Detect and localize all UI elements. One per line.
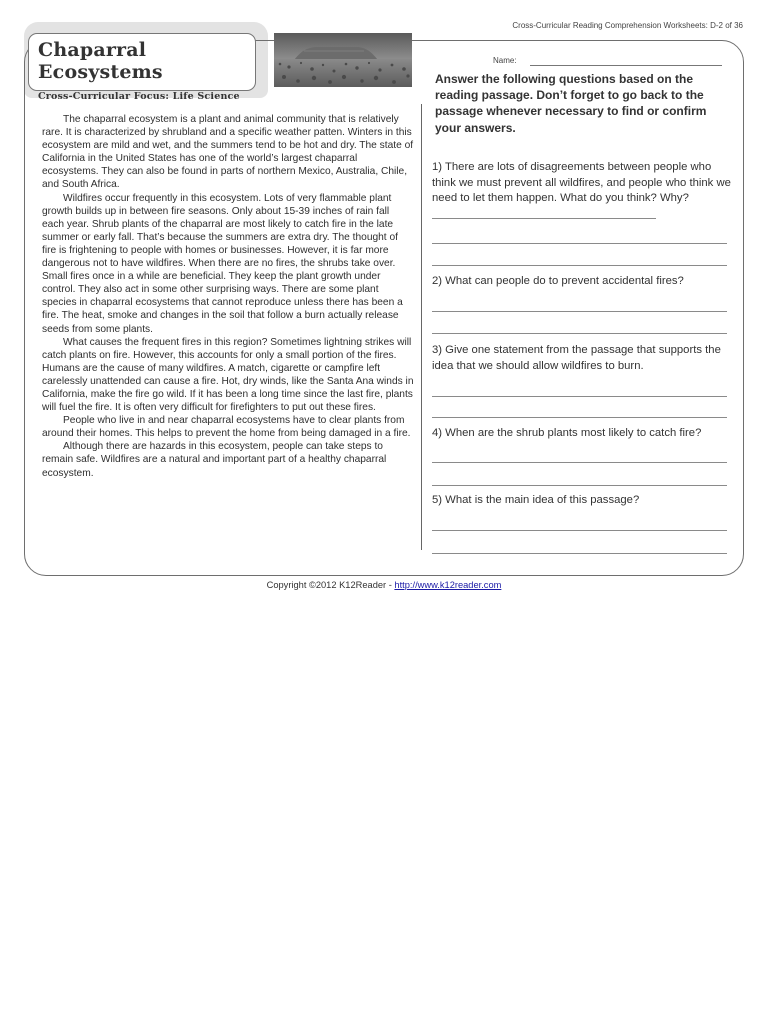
- answer-line[interactable]: [432, 311, 727, 312]
- passage-paragraph: Although there are hazards in this ecosystem, people can take steps to remain safe. Wildfires are a natural and important part of a healthy chaparral ecosystem.: [42, 441, 387, 479]
- question-3: 3) Give one statement from the passage that supports the idea that we should allow wildfires to burn.: [432, 344, 721, 372]
- question-1-text: 1) There are lots of disagreements between people who think we must prevent all wildfires, and people who think we need to let them happen. What do you think? Why?: [432, 161, 731, 205]
- question-2: 2) What can people do to prevent accidental fires?: [432, 275, 684, 287]
- worksheet-title: Chaparral Ecosystems: [38, 39, 163, 83]
- answer-line[interactable]: [432, 417, 727, 418]
- question-5: 5) What is the main idea of this passage?: [432, 494, 640, 506]
- k12reader-link[interactable]: http://www.k12reader.com: [394, 580, 502, 590]
- answer-line[interactable]: [432, 396, 727, 397]
- passage-paragraph: Wildfires occur frequently in this ecosystem. Lots of very flammable plant growth builds up in between fire seasons. Only about 15-39 inches of rain fall each year. Shrub plants of the chaparral are most likely to catch fire in the late summer or early fall. That’s because the summers are extra dry. The thought of fire is frightening to people with homes or businesses. However, it is far more dangerous not to have wildfires. When there are no fires, the shrubs take over. Small fires once in a while are beneficial. They keep the plant growth under control. They also act in some other surprising ways. There are some plant species in chaparral ecosystems that cannot reproduce unless there has been a fire. The heat, smoke and changes in the soil that follow a burn actually release seeds from some plants.: [42, 192, 403, 335]
- answer-line[interactable]: [432, 333, 727, 334]
- question-4: 4) When are the shrub plants most likely to catch fire?: [432, 427, 702, 439]
- answer-line[interactable]: [432, 485, 727, 486]
- passage-paragraph: People who live in and near chaparral ecosystems have to clear plants from around their homes. This helps to prevent the home from being damaged in a fire.: [42, 415, 411, 440]
- answer-line[interactable]: [432, 530, 727, 531]
- question-1: [432, 160, 732, 224]
- answer-line[interactable]: [432, 553, 727, 554]
- title-box: [28, 33, 256, 102]
- copyright-text: Copyright ©2012 K12Reader -: [266, 580, 395, 590]
- footer: [0, 580, 768, 590]
- answer-line[interactable]: [432, 207, 656, 219]
- reading-passage: [42, 113, 414, 480]
- name-line[interactable]: [530, 65, 722, 66]
- landscape-photo: [274, 33, 412, 87]
- name-field[interactable]: [493, 56, 723, 65]
- desert-rock-image: [274, 33, 412, 87]
- instructions: Answer the following questions based on the reading passage. Don’t forget to go back to the passage whenever necessary to find or confirm your answers.: [435, 72, 707, 135]
- worksheet-subtitle: Cross-Curricular Focus: Life Science: [38, 91, 240, 102]
- header-note: Cross-Curricular Reading Comprehension Worksheets: D-2 of 36: [512, 21, 743, 30]
- column-divider: [421, 104, 422, 550]
- passage-paragraph: The chaparral ecosystem is a plant and animal community that is relatively rare. It is characterized by shrubland and a specific weather patten. Winters in this ecosystem are mild and wet, and the summers tend to be hot and dry. The state of California in the United States has one of the world’s largest chaparral ecosystems. They can also be found in parts of northern Mexico, Australia, Chile, and South Africa.: [42, 114, 414, 191]
- answer-line[interactable]: [432, 243, 727, 244]
- answer-line[interactable]: [432, 462, 727, 463]
- answer-line[interactable]: [432, 265, 727, 266]
- passage-paragraph: What causes the frequent fires in this region? Sometimes lightning strikes will catch plants on fire. However, this accounts for only a small portion of the fires. Humans are the cause of many wildfires. A match, cigarette or campfire left carelessly unattended can cause a fire. Hot, dry winds, like the Santa Ana winds in California, make the fire go wild. If it has been a long time since the last fire, plants will fuel the fire. It is often very difficult for firefighters to put out these fires.: [42, 336, 414, 414]
- name-label: Name:: [493, 56, 517, 65]
